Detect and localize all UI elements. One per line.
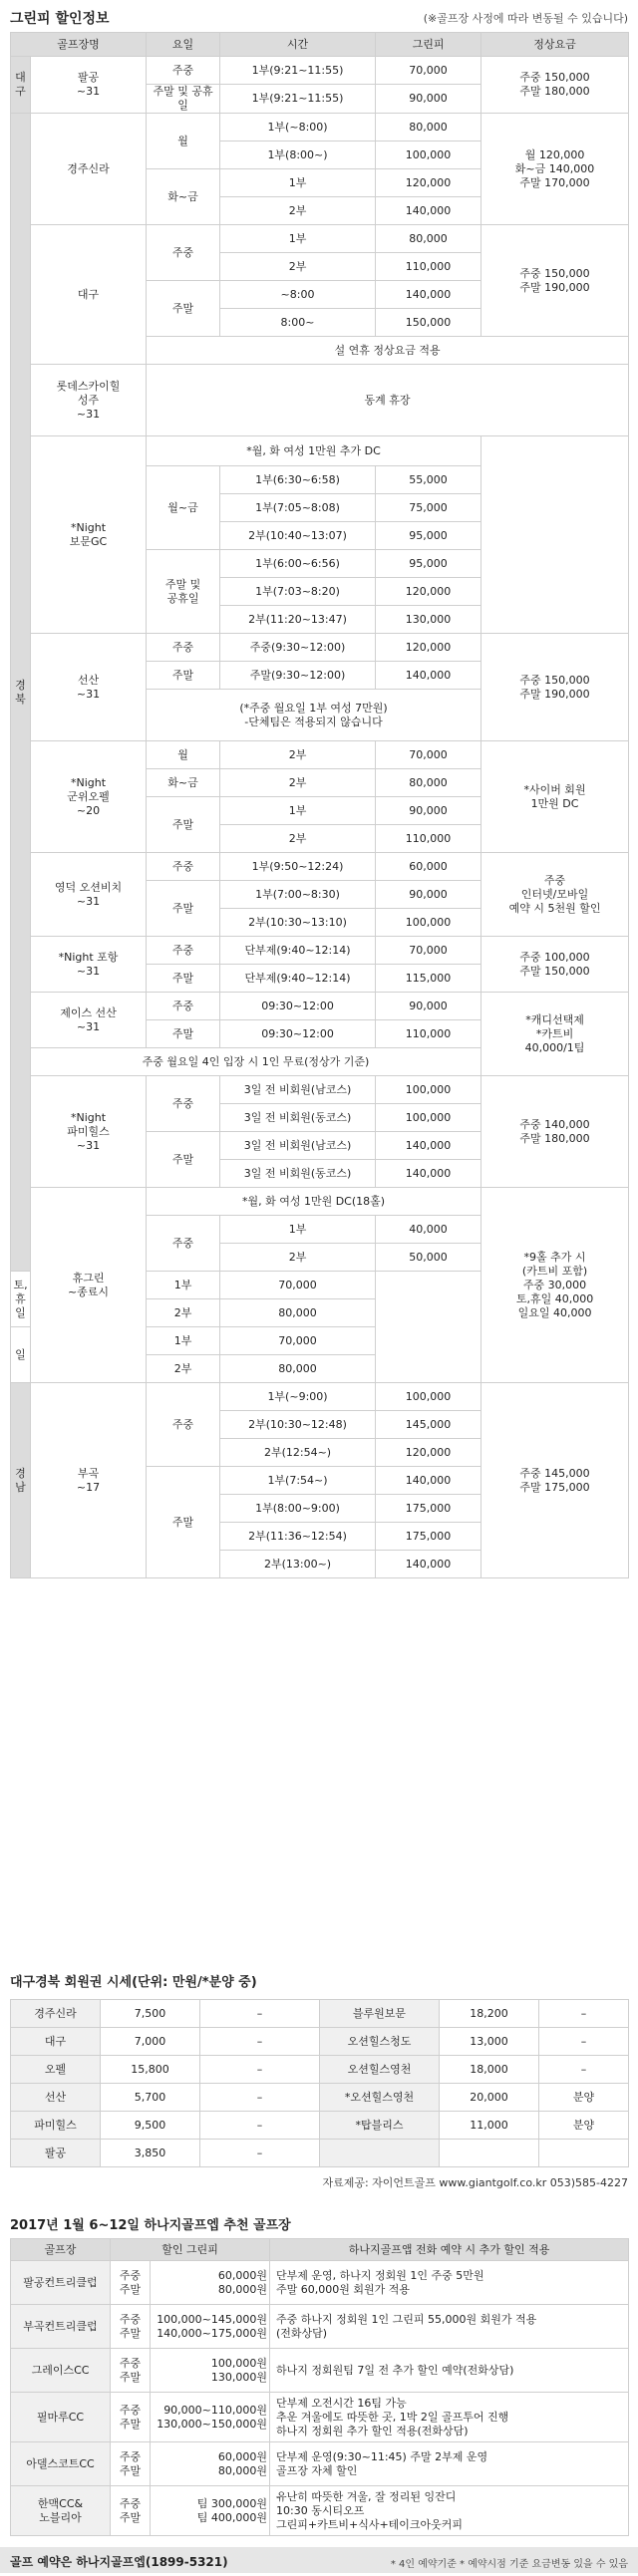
day-cell: 주중	[147, 634, 220, 662]
col-discount: 할인 그린피	[111, 2239, 270, 2261]
fee-cell: 140,000	[376, 1551, 481, 1578]
time-cell: 3일 전 비회원(남코스)	[220, 1132, 376, 1160]
normal-bomun	[481, 436, 629, 634]
time-cell: 1부(9:50~12:24)	[220, 853, 376, 881]
fee-cell: 40,000	[376, 1216, 481, 1244]
membership-name: 대구	[11, 2028, 101, 2056]
membership-name: 경주신라	[11, 2000, 101, 2028]
fee-cell: 140,000	[376, 662, 481, 690]
recommend-table	[10, 2238, 629, 2536]
fee-cell: 95,000	[376, 550, 481, 578]
recommend-fees: 60,000원 80,000원	[151, 2261, 270, 2305]
time-cell: 09:30~12:00	[220, 993, 376, 1020]
course-bugok: 부곡 ~17	[31, 1383, 147, 1578]
fee-cell: 50,000	[376, 1244, 481, 1272]
time-cell: 1부(~8:00)	[220, 114, 376, 142]
col-normal: 정상요금	[481, 33, 629, 57]
day-cell: 주말	[147, 881, 220, 937]
fee-cell: 70,000	[376, 937, 481, 965]
course-palgong: 팔공 ~31	[31, 57, 147, 114]
normal-jeiseu: *캐디선택제 *카트비 40,000/1팀	[481, 993, 629, 1076]
membership-status: –	[539, 2028, 629, 2056]
booking-info: 골프 예약은 하나지골프엡(1899-5321)	[10, 2555, 228, 2569]
membership-name: *오션힐스영천	[320, 2084, 440, 2112]
fee-cell: 140,000	[376, 1160, 481, 1188]
recommend-desc: 단부제 오전시간 16팀 가능 추운 겨울에도 따뜻한 곳, 1박 2일 골프투어 진행 하나지 정회원 추가 할인 적용(전화상담)	[270, 2393, 629, 2442]
region-gyeongbuk: 경북	[11, 114, 31, 1272]
day-cell: 일	[11, 1327, 31, 1383]
time-cell: 2부	[220, 1244, 376, 1272]
recommend-days: 주중 주말	[111, 2486, 151, 2536]
day-cell: 주말	[147, 662, 220, 690]
time-cell: 1부(~9:00)	[220, 1383, 376, 1411]
time-cell: 2부	[220, 253, 376, 281]
time-cell: 2부(12:54~)	[220, 1439, 376, 1467]
recommend-course: 필마루CC	[11, 2393, 111, 2442]
day-cell: 주중	[147, 993, 220, 1020]
time-cell: 주중(9:30~12:00)	[220, 634, 376, 662]
section3-title: 2017년 1월 6~12일 하나지골프엡 추천 골프장	[10, 2218, 291, 2233]
membership-status: –	[200, 2000, 320, 2028]
time-cell: 2부	[220, 197, 376, 225]
normal-gyeongjushilla: 월 120,000 화~금 140,000 주말 170,000	[481, 114, 629, 225]
membership-status: –	[200, 2028, 320, 2056]
col-fee: 그린피	[376, 33, 481, 57]
recommend-desc: 단부제 운영, 하나지 정회원 1인 주중 5만원 주말 60,000원 회원가 적용	[270, 2261, 629, 2305]
recommend-fees: 100,000~145,000원 140,000~175,000원	[151, 2305, 270, 2349]
membership-price: 18,200	[440, 2000, 539, 2028]
time-cell: 주말(9:30~12:00)	[220, 662, 376, 690]
course-lotte: 롯데스카이힐 성주 ~31	[31, 365, 147, 436]
normal-pohang: 주중 100,000 주말 150,000	[481, 937, 629, 993]
time-cell: 2부	[220, 741, 376, 769]
normal-gunwi: *사이버 회원 1만원 DC	[481, 741, 629, 853]
fee-cell: 100,000	[376, 1383, 481, 1411]
time-cell: 2부(10:30~13:10)	[220, 909, 376, 937]
normal-family: 주중 140,000 주말 180,000	[481, 1076, 629, 1188]
fee-cell: 100,000	[376, 1076, 481, 1104]
recommend-fees: 100,000원 130,000원	[151, 2349, 270, 2393]
fee-cell: 140,000	[376, 197, 481, 225]
section1-title: 그린피 할인정보	[10, 11, 110, 27]
col-course: 골프장명	[11, 33, 147, 57]
membership-name: 파미힐스	[11, 2112, 101, 2140]
course-hugreen: 휴그린 ~종료시	[31, 1188, 147, 1383]
normal-daegu: 주중 150,000 주말 190,000	[481, 225, 629, 337]
fee-cell: 100,000	[376, 1104, 481, 1132]
time-cell: 1부	[220, 169, 376, 197]
section1-note: (※골프장 사정에 따라 변동될 수 있습니다)	[423, 12, 628, 25]
day-cell: 주말	[147, 1020, 220, 1048]
day-cell: 주말 및 공휴일	[147, 85, 220, 114]
time-cell: 1부(6:00~6:56)	[220, 550, 376, 578]
membership-status: –	[539, 2000, 629, 2028]
recommend-fees: 60,000원 80,000원	[151, 2442, 270, 2486]
recommend-course: 부곡컨트리클럽	[11, 2305, 111, 2349]
day-cell: 주중	[147, 853, 220, 881]
course-gyeongjushilla: 경주신라	[31, 114, 147, 225]
day-cell: 화~금	[147, 169, 220, 225]
col-golf: 골프장	[11, 2239, 111, 2261]
recommend-desc: 주중 하나지 정회원 1인 그린피 55,000원 회원가 적용 (전화상담)	[270, 2305, 629, 2349]
note-sunsan: (*주중 월요일 1부 여성 7만원) -단체팀은 적용되지 않습니다	[147, 690, 481, 741]
membership-status: –	[200, 2112, 320, 2140]
time-cell: 1부	[220, 797, 376, 825]
time-cell: 3일 전 비회원(동코스)	[220, 1160, 376, 1188]
fee-cell: 70,000	[220, 1272, 376, 1299]
fee-cell: 70,000	[376, 741, 481, 769]
time-cell: 8:00~	[220, 309, 376, 337]
day-cell: 주말	[147, 797, 220, 853]
day-cell: 월~금	[147, 466, 220, 550]
membership-status: –	[539, 2056, 629, 2084]
col-extra: 하나지골프앱 전화 예약 시 추가 할인 적용	[270, 2239, 629, 2261]
section2-title: 대구경북 회원권 시세(단위: 만원/*분양 중)	[10, 1975, 257, 1990]
fee-cell: 110,000	[376, 1020, 481, 1048]
recommend-course: 한맥CC& 노블리아	[11, 2486, 111, 2536]
fee-cell: 120,000	[376, 1439, 481, 1467]
recommend-days: 주중 주말	[111, 2261, 151, 2305]
day-cell: 주중	[147, 1383, 220, 1467]
fee-cell: 70,000	[220, 1327, 376, 1355]
fee-cell: 110,000	[376, 825, 481, 853]
time-cell: 2부(10:30~12:48)	[220, 1411, 376, 1439]
time-cell: 2부(11:20~13:47)	[220, 606, 376, 634]
membership-status: –	[200, 2084, 320, 2112]
fee-cell: 175,000	[376, 1495, 481, 1523]
section1-header	[10, 4, 628, 30]
time-cell: 단부제(9:40~12:14)	[220, 965, 376, 993]
course-pohang: *Night 포항 ~31	[31, 937, 147, 993]
fee-cell: 100,000	[376, 142, 481, 169]
note-jeiseu: 주중 월요일 4인 입장 시 1인 무료(정상가 기준)	[31, 1048, 481, 1076]
fee-cell: 90,000	[376, 993, 481, 1020]
time-cell: 2부	[220, 825, 376, 853]
fee-cell: 130,000	[376, 606, 481, 634]
fee-cell: 140,000	[376, 1467, 481, 1495]
day-cell: 주말	[147, 965, 220, 993]
time-cell: 2부(13:00~)	[220, 1551, 376, 1578]
fee-cell: 120,000	[376, 634, 481, 662]
recommend-course: 팔공컨트리클럽	[11, 2261, 111, 2305]
membership-name: 오션힐스청도	[320, 2028, 440, 2056]
col-day: 요일	[147, 33, 220, 57]
recommend-fees: 팀 300,000원 팀 400,000원	[151, 2486, 270, 2536]
membership-price: 7,000	[101, 2028, 200, 2056]
fee-cell: 80,000	[376, 769, 481, 797]
membership-name: *탑블리스	[320, 2112, 440, 2140]
normal-bugok: 주중 145,000 주말 175,000	[481, 1383, 629, 1578]
recommend-days: 주중 주말	[111, 2305, 151, 2349]
region-gyeongnam: 경남	[11, 1383, 31, 1578]
fee-cell: 140,000	[376, 281, 481, 309]
day-cell: 월	[147, 741, 220, 769]
membership-status: –	[200, 2056, 320, 2084]
day-cell: 주중	[147, 1216, 220, 1272]
fee-cell: 80,000	[376, 114, 481, 142]
membership-price: 20,000	[440, 2084, 539, 2112]
time-cell: 1부(9:21~11:55)	[220, 85, 376, 114]
time-cell: 단부제(9:40~12:14)	[220, 937, 376, 965]
time-cell: 2부	[147, 1355, 220, 1383]
fee-cell: 80,000	[220, 1299, 376, 1327]
day-cell: 주중	[147, 225, 220, 281]
membership-name: 오펠	[11, 2056, 101, 2084]
normal-yeongdeok: 주중 인터넷/모바일 예약 시 5천원 할인	[481, 853, 629, 937]
fee-cell: 95,000	[376, 522, 481, 550]
time-cell: 1부	[147, 1272, 220, 1299]
fee-cell: 150,000	[376, 309, 481, 337]
recommend-days: 주중 주말	[111, 2393, 151, 2442]
membership-name: 팔공	[11, 2140, 101, 2167]
time-cell: 09:30~12:00	[220, 1020, 376, 1048]
fee-cell: 140,000	[376, 1132, 481, 1160]
fee-cell: 110,000	[376, 253, 481, 281]
recommend-course: 아델스코트CC	[11, 2442, 111, 2486]
membership-price: 15,800	[101, 2056, 200, 2084]
membership-status: 분양	[539, 2112, 629, 2140]
course-daegu: 대구	[31, 225, 147, 365]
time-cell: 1부(8:00~9:00)	[220, 1495, 376, 1523]
fee-cell: 145,000	[376, 1411, 481, 1439]
day-cell: 토, 휴일	[11, 1272, 31, 1327]
day-cell: 주중	[147, 937, 220, 965]
membership-price: 11,000	[440, 2112, 539, 2140]
time-cell: 1부(7:03~8:20)	[220, 578, 376, 606]
day-cell: 월	[147, 114, 220, 169]
time-cell: 2부	[147, 1299, 220, 1327]
membership-status	[539, 2140, 629, 2167]
day-cell: 주말	[147, 281, 220, 337]
fee-cell: 80,000	[220, 1355, 376, 1383]
membership-status: 분양	[539, 2084, 629, 2112]
bottom-bar	[0, 2547, 638, 2573]
membership-price: 9,500	[101, 2112, 200, 2140]
time-cell: 1부	[220, 225, 376, 253]
time-cell: 3일 전 비회원(남코스)	[220, 1076, 376, 1104]
membership-table	[10, 1999, 629, 2167]
time-cell: 1부(7:00~8:30)	[220, 881, 376, 909]
day-cell: 주중	[147, 1076, 220, 1132]
course-gunwi: *Night 군위오펠 ~20	[31, 741, 147, 853]
section2-source: 자료제공: 자이언트골프 www.giantgolf.co.kr 053)585-4227	[322, 2176, 628, 2189]
normal-sunsan: 주중 150,000 주말 190,000	[481, 634, 629, 741]
day-cell: 주중	[147, 57, 220, 85]
time-cell: 1부(9:21~11:55)	[220, 57, 376, 85]
time-cell: 2부	[220, 769, 376, 797]
membership-name	[320, 2140, 440, 2167]
time-cell: 1부	[220, 1216, 376, 1244]
fee-cell: 55,000	[376, 466, 481, 494]
col-time: 시간	[220, 33, 376, 57]
course-jeiseu: 제이스 선산 ~31	[31, 993, 147, 1048]
fee-cell: 175,000	[376, 1523, 481, 1551]
normal-palgong: 주중 150,000 주말 180,000	[481, 57, 629, 114]
recommend-days: 주중 주말	[111, 2349, 151, 2393]
day-cell: 주말	[147, 1467, 220, 1578]
membership-price	[440, 2140, 539, 2167]
membership-name: 오션힐스영천	[320, 2056, 440, 2084]
recommend-desc: 단부제 운영(9:30~11:45) 주말 2부제 운영 골프장 자체 할인	[270, 2442, 629, 2486]
membership-name: 블루원보문	[320, 2000, 440, 2028]
fee-cell: 90,000	[376, 85, 481, 114]
recommend-days: 주중 주말	[111, 2442, 151, 2486]
membership-price: 7,500	[101, 2000, 200, 2028]
fee-cell: 80,000	[376, 225, 481, 253]
region-daegu: 대구	[11, 57, 31, 114]
membership-price: 13,000	[440, 2028, 539, 2056]
fee-cell: 75,000	[376, 494, 481, 522]
fee-cell: 115,000	[376, 965, 481, 993]
time-cell: 1부(7:05~8:08)	[220, 494, 376, 522]
recommend-desc: 유난히 따뜻한 겨울, 잘 정리된 잉잔디 10:30 동시티오프 그린피+카트비+식사+테이크아웃커피	[270, 2486, 629, 2536]
header-bomun: *월, 화 여성 1만원 추가 DC	[147, 436, 481, 466]
time-cell: 3일 전 비회원(동코스)	[220, 1104, 376, 1132]
membership-price: 5,700	[101, 2084, 200, 2112]
greenfee-table	[10, 32, 629, 1578]
course-family: *Night 파미힐스 ~31	[31, 1076, 147, 1188]
course-bomun: *Night 보문GC	[31, 436, 147, 634]
membership-status: –	[200, 2140, 320, 2167]
time-cell: 2부(10:40~13:07)	[220, 522, 376, 550]
day-cell: 주말	[147, 1132, 220, 1188]
booking-note: * 4인 예약기준 * 예약시점 기준 요금변동 있을 수 있음	[390, 2559, 628, 2570]
time-cell: 1부(8:00~)	[220, 142, 376, 169]
note-daegu: 설 연휴 정상요금 적용	[147, 337, 629, 365]
recommend-desc: 하나지 정회원팀 7일 전 추가 할인 예약(전화상담)	[270, 2349, 629, 2393]
course-yeongdeok: 영덕 오션비치 ~31	[31, 853, 147, 937]
header-hugreen: *월, 화 여성 1만원 DC(18홀)	[147, 1188, 481, 1216]
fee-cell: 120,000	[376, 169, 481, 197]
membership-price: 3,850	[101, 2140, 200, 2167]
fee-cell: 70,000	[376, 57, 481, 85]
fee-cell: 60,000	[376, 853, 481, 881]
fee-cell: 100,000	[376, 909, 481, 937]
time-cell: 1부(6:30~6:58)	[220, 466, 376, 494]
time-cell: 1부(7:54~)	[220, 1467, 376, 1495]
time-cell: 1부	[147, 1327, 220, 1355]
normal-hugreen: *9홀 추가 시 (카트비 포함) 주중 30,000 토,휴일 40,000 일요일 40,000	[481, 1188, 629, 1383]
time-cell: 2부(11:36~12:54)	[220, 1523, 376, 1551]
note-lotte: 동계 휴장	[147, 365, 629, 436]
fee-cell: 120,000	[376, 578, 481, 606]
time-cell: ~8:00	[220, 281, 376, 309]
recommend-course: 그레이스CC	[11, 2349, 111, 2393]
course-sunsan: 선산 ~31	[31, 634, 147, 741]
fee-cell: 90,000	[376, 797, 481, 825]
fee-cell: 90,000	[376, 881, 481, 909]
membership-price: 18,000	[440, 2056, 539, 2084]
recommend-fees: 90,000~110,000원 130,000~150,000원	[151, 2393, 270, 2442]
day-cell: 주말 및 공휴일	[147, 550, 220, 634]
membership-name: 선산	[11, 2084, 101, 2112]
day-cell: 화~금	[147, 769, 220, 797]
